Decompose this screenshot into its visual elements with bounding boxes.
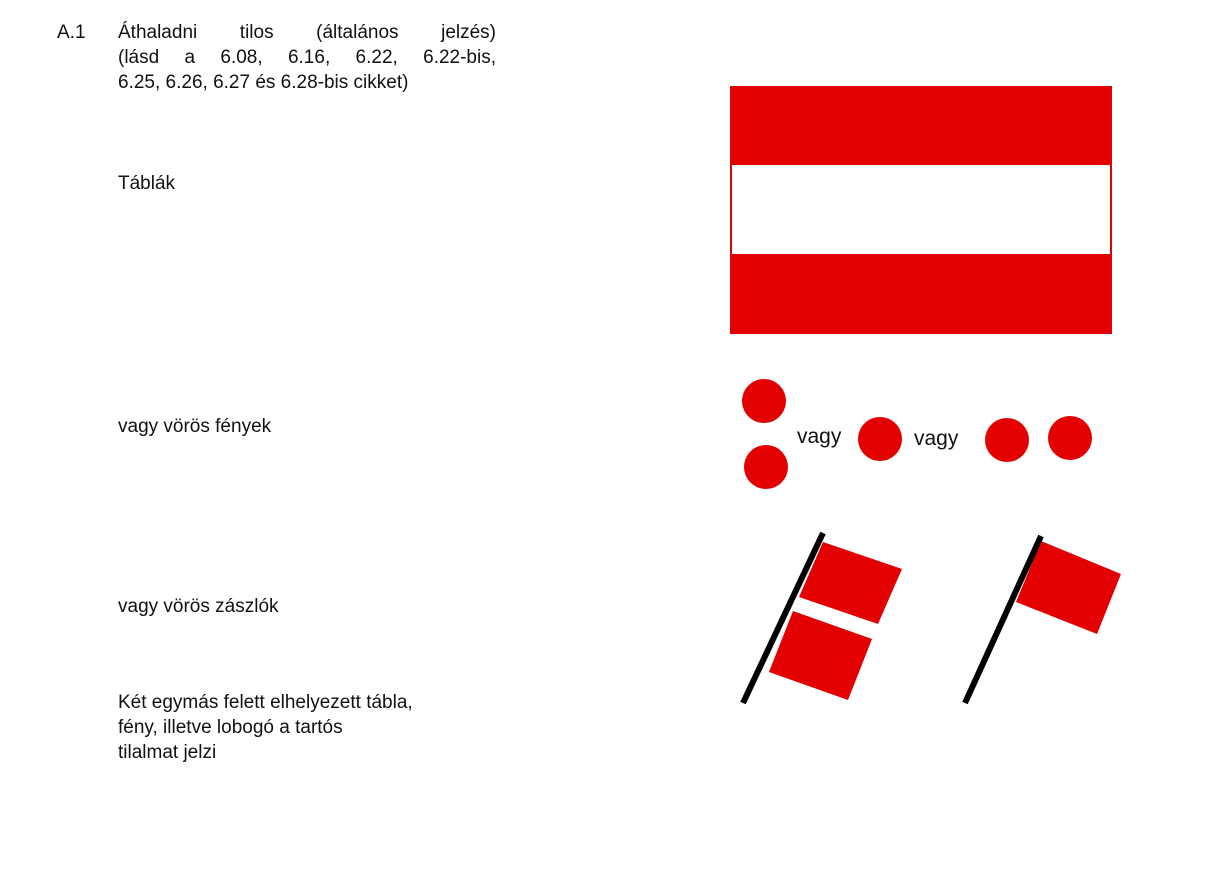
or-word-2: vagy <box>914 427 959 450</box>
item-code: A.1 <box>57 22 86 43</box>
flag-double-lower <box>769 611 872 700</box>
note-line-3: tilalmat jelzi <box>118 742 217 763</box>
heading-title: Áthaladni tilos (általános jelzés) <box>118 22 496 43</box>
heading-references-line-1: (lásd a 6.08, 6.16, 6.22, 6.22-bis, <box>118 47 496 68</box>
flag-pole-single <box>965 536 1041 703</box>
heading-references-line-2: 6.25, 6.26, 6.27 és 6.28-bis cikket) <box>118 72 409 93</box>
or-word-1: vagy <box>797 425 842 448</box>
note-line-1: Két egymás felett elhelyezett tábla, <box>118 692 413 713</box>
label-tables: Táblák <box>118 173 176 194</box>
note-line-2: fény, illetve lobogó a tartós <box>118 717 343 738</box>
label-lights: vagy vörös fények <box>118 416 272 437</box>
label-flags: vagy vörös zászlók <box>118 596 279 617</box>
